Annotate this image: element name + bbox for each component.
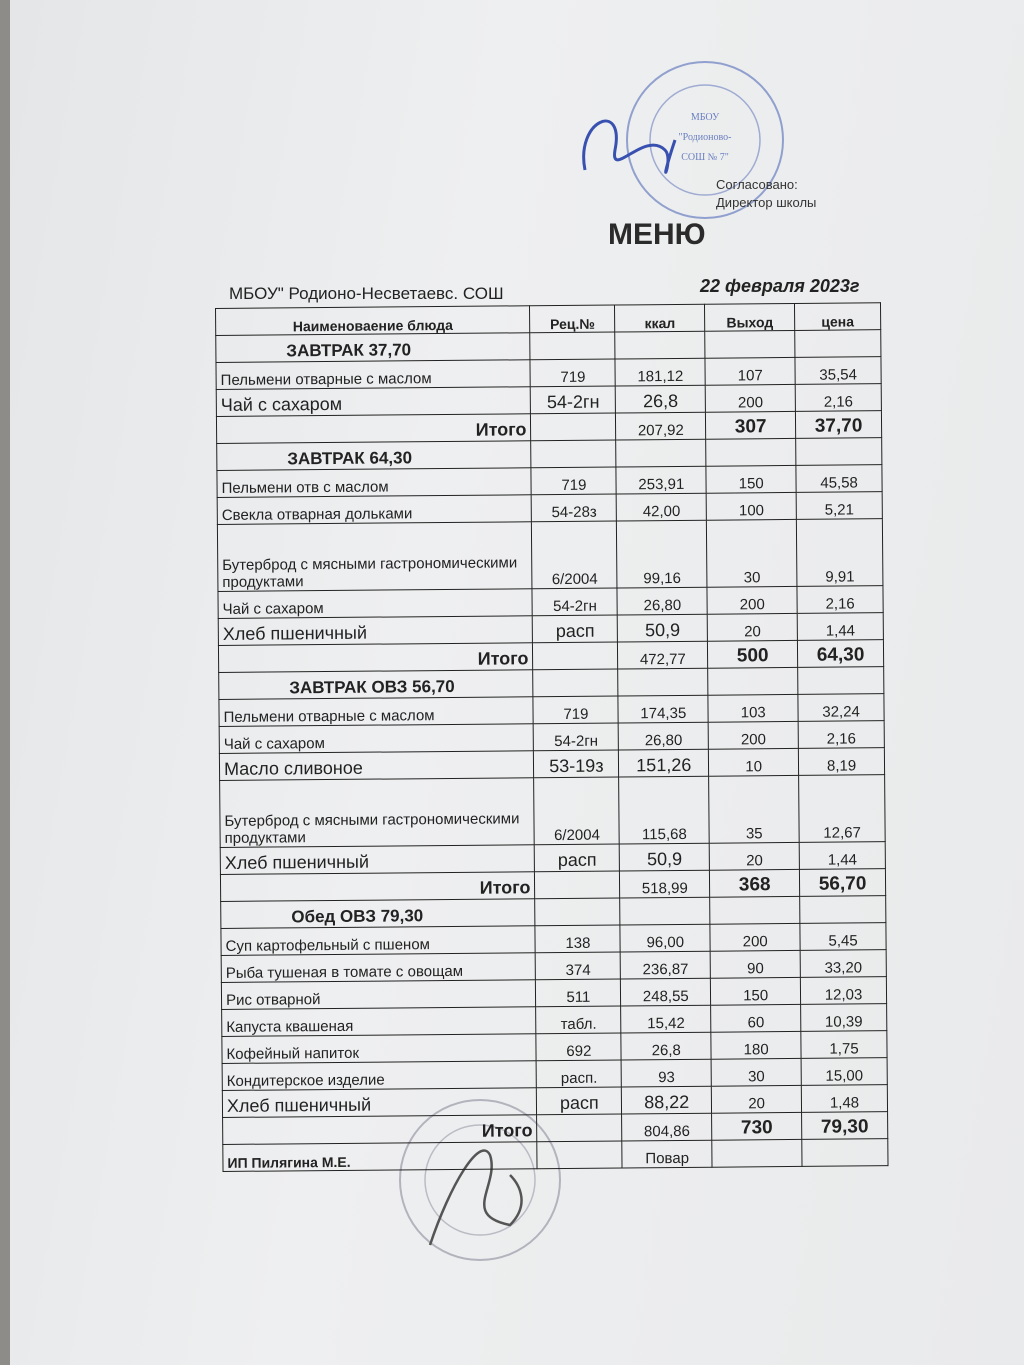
- rec-cell: [537, 1114, 622, 1142]
- dish-name: ЗАВТРАК 37,70: [216, 333, 531, 363]
- kcal-cell: 50,9: [620, 843, 710, 871]
- kcal-cell: 26,8: [616, 385, 706, 413]
- dish-name: Хлеб пшеничный: [220, 845, 535, 875]
- kcal-cell: 472,77: [618, 641, 708, 669]
- out-cell: 307: [706, 411, 796, 439]
- rec-cell: 54-28з: [532, 494, 617, 522]
- column-header: Наименоваение блюда: [216, 306, 531, 336]
- out-cell: 180: [711, 1031, 801, 1059]
- dish-name: Итого: [218, 643, 533, 673]
- kcal-cell: [618, 668, 708, 696]
- dish-name: Кондитерское изделие: [222, 1061, 537, 1091]
- dish-name: Бутерброд с мясными гастрономическими продуктами: [217, 522, 532, 592]
- school-name: МБОУ" Родионо-Несветаевс. СОШ: [229, 284, 504, 303]
- out-cell: 730: [712, 1112, 802, 1140]
- out-cell: 20: [709, 842, 799, 870]
- out-cell: 60: [711, 1004, 801, 1032]
- rec-cell: 374: [536, 952, 621, 980]
- dish-name: ЗАВТРАК 64,30: [217, 441, 532, 471]
- price-cell: 10,39: [801, 1004, 887, 1032]
- price-cell: 45,58: [796, 465, 882, 493]
- kcal-cell: [615, 331, 705, 359]
- table-row: [223, 1139, 888, 1172]
- dish-name: Пельмени отварные с маслом: [216, 360, 531, 390]
- kcal-cell: 207,92: [616, 412, 706, 440]
- column-header: Рец.№: [530, 305, 615, 333]
- rec-cell: [535, 898, 620, 926]
- out-cell: 150: [706, 465, 796, 493]
- dish-name: ИП Пилягина М.Е.: [223, 1142, 538, 1172]
- dish-name: Капуста квашеная: [222, 1007, 537, 1037]
- out-cell: 200: [710, 923, 800, 951]
- price-cell: 64,30: [798, 640, 884, 668]
- price-cell: 2,16: [795, 384, 881, 412]
- rec-cell: [530, 332, 615, 360]
- rec-cell: расп.: [537, 1060, 622, 1088]
- kcal-cell: [616, 439, 706, 467]
- rec-cell: 54-2гн: [531, 386, 616, 414]
- kcal-cell: 151,26: [619, 749, 709, 777]
- price-cell: 37,70: [796, 411, 882, 439]
- out-cell: [706, 438, 796, 466]
- svg-text:"Родионово-: "Родионово-: [678, 132, 732, 143]
- rec-cell: 53-19з: [534, 750, 619, 778]
- kcal-cell: 248,55: [621, 978, 711, 1006]
- out-cell: [705, 330, 795, 358]
- rec-cell: 6/2004: [534, 777, 619, 845]
- rec-cell: расп: [537, 1087, 622, 1115]
- price-cell: 5,45: [800, 923, 886, 951]
- out-cell: 103: [708, 694, 798, 722]
- out-cell: 30: [707, 519, 797, 587]
- dish-name: Итого: [220, 872, 535, 902]
- price-cell: 9,91: [796, 519, 882, 587]
- price-cell: 32,24: [798, 694, 884, 722]
- price-cell: 1,44: [799, 842, 885, 870]
- dish-name: ЗАВТРАК ОВЗ 56,70: [219, 670, 534, 700]
- rec-cell: расп: [533, 615, 618, 643]
- out-cell: 10: [709, 748, 799, 776]
- dish-name: Кофейный напиток: [222, 1034, 537, 1064]
- dish-name: Рыба тушеная в томате с овощам: [221, 953, 536, 983]
- price-cell: 12,03: [800, 977, 886, 1005]
- rec-cell: [537, 1141, 622, 1169]
- rec-cell: 511: [536, 979, 621, 1007]
- menu-table: [215, 302, 889, 1172]
- price-cell: 1,44: [797, 613, 883, 641]
- kcal-cell: 253,91: [616, 466, 706, 494]
- kcal-cell: 518,99: [620, 870, 710, 898]
- dish-name: Хлеб пшеничный: [218, 616, 533, 646]
- out-cell: 200: [708, 721, 798, 749]
- kcal-cell: 50,9: [618, 614, 708, 642]
- out-cell: [712, 1139, 802, 1167]
- out-cell: 20: [712, 1085, 802, 1113]
- price-cell: 12,67: [799, 775, 885, 843]
- dish-name: Итого: [223, 1115, 538, 1145]
- dish-name: Бутерброд с мясными гастрономическими продуктами: [220, 778, 535, 848]
- rec-cell: [531, 440, 616, 468]
- out-cell: 30: [711, 1058, 801, 1086]
- rec-cell: 719: [533, 696, 618, 724]
- price-cell: [802, 1139, 888, 1167]
- table-row: [220, 775, 886, 848]
- rec-cell: табл.: [536, 1006, 621, 1034]
- dish-name: Итого: [216, 414, 531, 444]
- out-cell: 107: [705, 357, 795, 385]
- kcal-cell: 15,42: [621, 1005, 711, 1033]
- dish-name: Суп картофельный с пшеном: [221, 926, 536, 956]
- price-cell: 56,70: [800, 869, 886, 897]
- kcal-cell: 115,68: [619, 776, 709, 844]
- price-cell: 8,19: [798, 748, 884, 776]
- out-cell: 150: [711, 977, 801, 1005]
- out-cell: [710, 896, 800, 924]
- column-header: ккал: [615, 304, 705, 332]
- kcal-cell: [620, 897, 710, 925]
- column-header: цена: [795, 303, 881, 331]
- kcal-cell: 236,87: [620, 951, 710, 979]
- dish-name: Чай с сахаром: [219, 724, 534, 754]
- out-cell: [708, 667, 798, 695]
- kcal-cell: 42,00: [616, 493, 706, 521]
- table-row: [217, 519, 883, 592]
- kcal-cell: 26,80: [618, 722, 708, 750]
- dish-name: Пельмени отварные с маслом: [219, 697, 534, 727]
- rec-cell: [533, 642, 618, 670]
- rec-cell: 54-2гн: [532, 588, 617, 616]
- price-cell: [795, 330, 881, 358]
- price-cell: [796, 438, 882, 466]
- price-cell: 1,48: [801, 1085, 887, 1113]
- kcal-cell: 88,22: [622, 1086, 712, 1114]
- approval-label: Согласовано:: [716, 177, 798, 192]
- out-cell: 200: [705, 384, 795, 412]
- rec-cell: [535, 871, 620, 899]
- rec-cell: 138: [535, 925, 620, 953]
- rec-cell: 719: [530, 359, 615, 387]
- rec-cell: 719: [531, 467, 616, 495]
- out-cell: 500: [708, 640, 798, 668]
- out-cell: 200: [707, 586, 797, 614]
- approver-title: Директор школы: [716, 195, 817, 210]
- kcal-cell: 99,16: [617, 520, 707, 588]
- rec-cell: 692: [536, 1033, 621, 1061]
- kcal-cell: 26,8: [621, 1032, 711, 1060]
- price-cell: 33,20: [800, 950, 886, 978]
- price-cell: 2,16: [798, 721, 884, 749]
- out-cell: 20: [707, 613, 797, 641]
- kcal-cell: 804,86: [622, 1113, 712, 1141]
- kcal-cell: 96,00: [620, 924, 710, 952]
- price-cell: [798, 667, 884, 695]
- price-cell: 79,30: [802, 1112, 888, 1140]
- price-cell: 15,00: [801, 1058, 887, 1086]
- dish-name: Хлеб пшеничный: [222, 1088, 537, 1118]
- rec-cell: 6/2004: [532, 521, 617, 589]
- price-cell: [800, 896, 886, 924]
- out-cell: 90: [710, 950, 800, 978]
- dish-name: Чай с сахаром: [216, 387, 531, 417]
- price-cell: 1,75: [801, 1031, 887, 1059]
- kcal-cell: 181,12: [615, 358, 705, 386]
- kcal-cell: Повар: [622, 1140, 712, 1168]
- menu-date: 22 февраля 2023г: [700, 276, 860, 296]
- page-title: МЕНЮ: [608, 218, 706, 251]
- dish-name: Пельмени отв с маслом: [217, 468, 532, 498]
- dish-name: Масло сливоное: [219, 751, 534, 781]
- kcal-cell: 174,35: [618, 695, 708, 723]
- column-header: Выход: [705, 303, 795, 331]
- rec-cell: 54-2гн: [534, 723, 619, 751]
- approval-note: [716, 176, 816, 212]
- svg-text:МБОУ: МБОУ: [690, 112, 720, 123]
- rec-cell: [533, 669, 618, 697]
- kcal-cell: 93: [621, 1059, 711, 1087]
- dish-name: Чай с сахаром: [218, 589, 533, 619]
- out-cell: 35: [709, 775, 799, 843]
- out-cell: 368: [710, 869, 800, 897]
- price-cell: 5,21: [796, 492, 882, 520]
- dish-name: Обед ОВЗ 79,30: [221, 899, 536, 929]
- out-cell: 100: [706, 492, 796, 520]
- svg-text:СОШ № 7": СОШ № 7": [681, 152, 729, 163]
- price-cell: 35,54: [795, 357, 881, 385]
- kcal-cell: 26,80: [617, 587, 707, 615]
- dish-name: Свекла отварная дольками: [217, 495, 532, 525]
- price-cell: 2,16: [797, 586, 883, 614]
- dish-name: Рис отварной: [221, 980, 536, 1010]
- rec-cell: расп: [535, 844, 620, 872]
- rec-cell: [531, 413, 616, 441]
